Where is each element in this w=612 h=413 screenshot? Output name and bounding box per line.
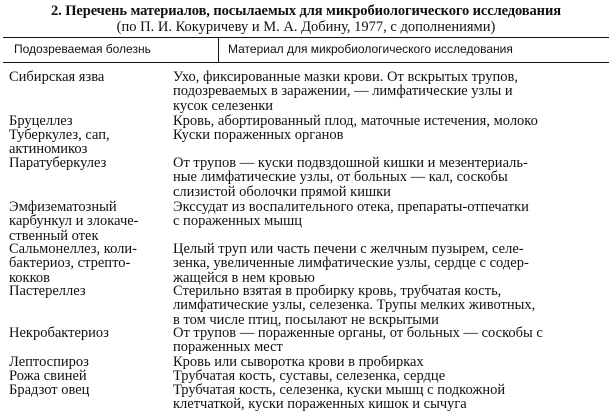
material-cell: Куски пораженных органов xyxy=(173,127,344,143)
table-title: 2. Перечень материалов, посылаемых для микробиологического исследования xyxy=(51,3,561,19)
disease-cell: Рожа свиней xyxy=(9,368,87,384)
material-cell: Целый труп или часть печени с желчным пузырем, селе- зенка, увеличенные лимфатические узлы, сердце с содер- жащейся в нем кровью xyxy=(173,241,529,286)
material-cell: Кровь, абортированный плод, маточные истечения, молоко xyxy=(173,113,538,129)
material-cell: От трупов — куски подвздошной кишки и мезентериаль- ные лимфатические узлы, от больных — кал, соскобы слизистой оболочки прямой кишки xyxy=(173,155,528,200)
material-cell: От трупов — пораженные органы, от больных — соскобы с пораженных мест xyxy=(173,325,543,356)
header-column-divider xyxy=(218,37,219,62)
disease-cell: Сальмонеллез, коли- бактериоз, стрепто- кокков xyxy=(9,241,137,286)
material-cell: Трубчатая кость, суставы, селезенка, сердце xyxy=(173,368,446,384)
disease-cell: Некробактериоз xyxy=(9,325,109,341)
header-material: Материал для микробиологического исследования xyxy=(228,42,513,56)
disease-cell: Лептоспироз xyxy=(9,354,89,370)
material-cell: Экссудат из воспалительного отека, препараты-отпечатки с пораженных мышц xyxy=(173,199,529,230)
header-bottom-rule xyxy=(3,62,609,63)
disease-cell: Сибирская язва xyxy=(9,69,105,85)
disease-cell: Пастереллез xyxy=(9,283,86,299)
disease-cell: Бруцеллез xyxy=(9,113,73,129)
material-cell: Кровь или сыворотка крови в пробирках xyxy=(173,354,424,370)
material-cell: Ухо, фиксированные мазки крови. От вскрытых трупов, подозреваемых в заражении, — лимфатические узлы и кусок селезенки xyxy=(173,69,518,114)
disease-cell: Паратуберкулез xyxy=(9,155,107,171)
header-disease: Подозреваемая болезнь xyxy=(14,42,151,56)
material-cell: Стерильно взятая в пробирку кровь, трубчатая кость, лимфатические узлы, селезенка. Трупы мелких животных, в том числе птиц, посылают не вскрытыми xyxy=(173,283,536,328)
disease-cell: Брадзот овец xyxy=(9,382,90,398)
disease-cell: Туберкулез, сап, актиномикоз xyxy=(9,127,110,158)
disease-cell: Эмфизематозный карбункул и злокаче- ственный отек xyxy=(9,199,139,244)
material-cell: Трубчатая кость, селезенка, куски мышц с подкожной клетчаткой, куски пораженных кишок и сычуга xyxy=(173,382,506,413)
header-top-rule xyxy=(3,37,609,38)
table-subtitle: (по П. И. Кокуричеву и М. А. Добину, 1977, с дополнениями) xyxy=(116,19,496,35)
